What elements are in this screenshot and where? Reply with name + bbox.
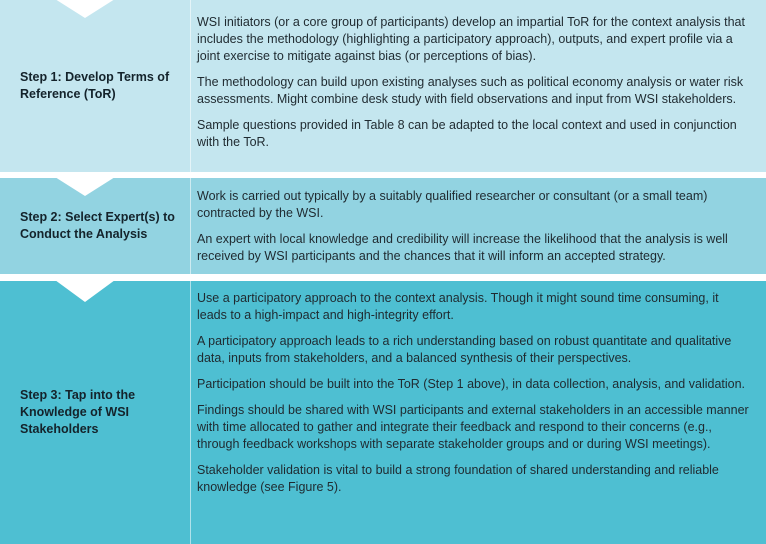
step-1-paragraph-1: WSI initiators (or a core group of participants) develop an impartial ToR for the context analysis that includes the methodology (highlighting a participatory approach), outputs, and expert profile via a joint exercise to mitigate against bias (or perceptions of bias). [197, 15, 745, 63]
chevron-notch-icon [0, 177, 120, 197]
step-3-paragraph-4: Findings should be shared with WSI participants and external stakeholders in an accessible manner with time allocated to gather and integrate their feedback and respond to their concerns (e.g., through feedback workshops with separate stakeholder groups and or during WSI meetings). [197, 403, 749, 451]
step-2-label: Step 2: Select Expert(s) to Conduct the Analysis [20, 210, 175, 241]
step-2-description [190, 178, 766, 274]
chevron-notch-icon [0, 0, 120, 19]
step-3-paragraph-2: A participatory approach leads to a rich understanding based on robust quantitate and qualitative data, inputs from stakeholders, and a balanced synthesis of their perspectives. [197, 334, 732, 365]
step-1-label: Step 1: Develop Terms of Reference (ToR) [20, 70, 170, 101]
step-3-description [190, 281, 766, 544]
step-2-row [0, 178, 766, 274]
step-1-row [0, 0, 766, 172]
step-3-label: Step 3: Tap into the Knowledge of WSI Stakeholders [20, 388, 136, 436]
step-3-paragraph-1: Use a participatory approach to the context analysis. Though it might sound time consuming, it leads to a high-impact and high-integrity effort. [197, 291, 719, 322]
step-2-paragraph-1: Work is carried out typically by a suitably qualified researcher or consultant (or a small team) contracted by the WSI. [197, 189, 708, 220]
step-3-row [0, 281, 766, 544]
step-3-paragraph-5: Stakeholder validation is vital to build a strong foundation of shared understanding and reliable knowledge (see Figure 5). [197, 463, 719, 494]
chevron-notch-icon [0, 280, 120, 304]
step-1-paragraph-3: Sample questions provided in Table 8 can be adapted to the local context and used in conjunction with the ToR. [197, 118, 737, 149]
step-1-paragraph-2: The methodology can build upon existing analyses such as political economy analysis or water risk assessments. Might combine desk study with field observations and input from WSI stakeholders. [197, 75, 744, 106]
step-2-paragraph-2: An expert with local knowledge and credibility will increase the likelihood that the analysis is well received by WSI participants and the chances that it will inform an accepted strategy. [197, 232, 728, 263]
step-3-paragraph-3: Participation should be built into the ToR (Step 1 above), in data collection, analysis, and validation. [197, 377, 746, 391]
step-1-description [190, 0, 766, 172]
